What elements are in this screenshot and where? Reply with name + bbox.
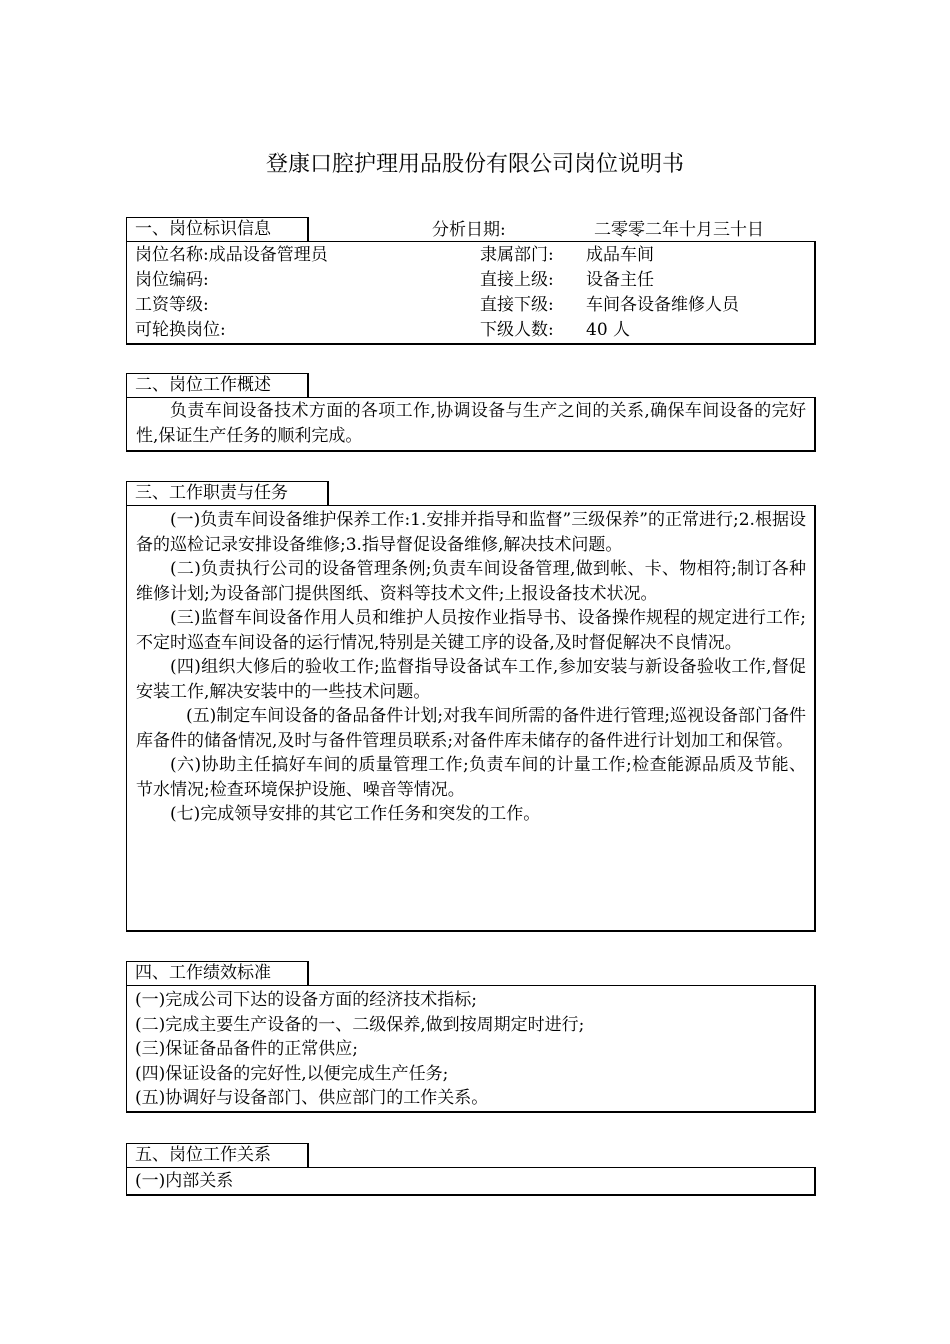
job-info-value: 40 人 [586, 320, 631, 340]
section-3-tab: 三、工作职责与任务 [126, 481, 329, 505]
duty-item: (二)负责执行公司的设备管理条例;负责车间设备管理,做到帐、卡、物相符;制订各种维修计划;为设备部门提供图纸、资料等技术文件;上报设备技术状况。 [136, 559, 806, 604]
work-relations-item: (一)内部关系 [135, 1171, 234, 1191]
analysis-date-value: 二零零二年十月三十日 [594, 220, 764, 240]
section-1-tab: 一、岗位标识信息 [126, 217, 309, 241]
section-2-tab: 二、岗位工作概述 [126, 373, 309, 397]
duty-item: (六)协助主任搞好车间的质量管理工作;负责车间的计量工作;检查能源品质及节能、节水情况;检查环境保护设施、噪音等情况。 [136, 755, 806, 800]
job-info-key: 直接下级: [480, 295, 554, 315]
job-info-left: 可轮换岗位: [135, 320, 226, 340]
duty-item: (五)制定车间设备的备品备件计划;对我车间所需的备件进行管理;巡视设备部门备件库备件的储备情况,及时与备件管理员联系;对备件库未储存的备件进行计划加工和保管。 [136, 706, 806, 751]
job-info-key: 隶属部门: [480, 245, 554, 265]
job-overview-text: 负责车间设备技术方面的各项工作,协调设备与生产之间的关系,确保车间设备的完好性,保证生产任务的顺利完成。 [136, 401, 806, 446]
job-info-key: 直接上级: [480, 270, 554, 290]
performance-item: (三)保证备品备件的正常供应; [135, 1039, 358, 1059]
job-info-row [127, 268, 814, 293]
performance-item: (一)完成公司下达的设备方面的经济技术指标; [135, 990, 477, 1010]
performance-item: (五)协调好与设备部门、供应部门的工作关系。 [135, 1088, 489, 1108]
job-info-row [127, 318, 814, 343]
performance-item: (二)完成主要生产设备的一、二级保养,做到按周期定时进行; [135, 1014, 585, 1035]
job-info-left: 工资等级: [135, 295, 209, 315]
section-4-tab: 四、工作绩效标准 [126, 961, 309, 985]
duties-box [126, 505, 816, 932]
duty-item: (七)完成领导安排的其它工作任务和突发的工作。 [170, 804, 541, 824]
section-5-tab: 五、岗位工作关系 [126, 1143, 309, 1167]
duty-item: (四)组织大修后的验收工作;监督指导设备试车工作,参加安装与新设备验收工作,督促安装工作,解决安装中的一些技术问题。 [136, 657, 806, 702]
job-info-value: 成品车间 [586, 245, 654, 265]
job-overview-box [126, 397, 816, 452]
duty-item: (一)负责车间设备维护保养工作:1.安排并指导和监督”三级保养”的正常进行;2.根据设备的巡检记录安排设备维修;3.指导督促设备维修,解决技术问题。 [136, 510, 806, 555]
job-info-left: 岗位编码: [135, 270, 209, 290]
performance-item: (四)保证设备的完好性,以便完成生产任务; [135, 1063, 449, 1084]
duty-item: (三)监督车间设备作用人员和维护人员按作业指导书、设备操作规程的规定进行工作;不定时巡查车间设备的运行情况,特别是关键工序的设备,及时督促解决不良情况。 [136, 608, 806, 653]
job-info-row [127, 243, 814, 268]
job-info-value: 车间各设备维修人员 [586, 295, 739, 315]
job-info-value: 设备主任 [586, 270, 654, 290]
job-info-key: 下级人数: [480, 320, 554, 340]
work-relations-box [126, 1167, 816, 1196]
performance-box [126, 985, 816, 1113]
page-title: 登康口腔护理用品股份有限公司岗位说明书 [265, 152, 684, 177]
analysis-date-label: 分析日期: [432, 220, 506, 240]
job-info-left: 岗位名称:成品设备管理员 [135, 245, 328, 265]
job-info-row [127, 293, 814, 318]
job-info-box [126, 241, 816, 345]
